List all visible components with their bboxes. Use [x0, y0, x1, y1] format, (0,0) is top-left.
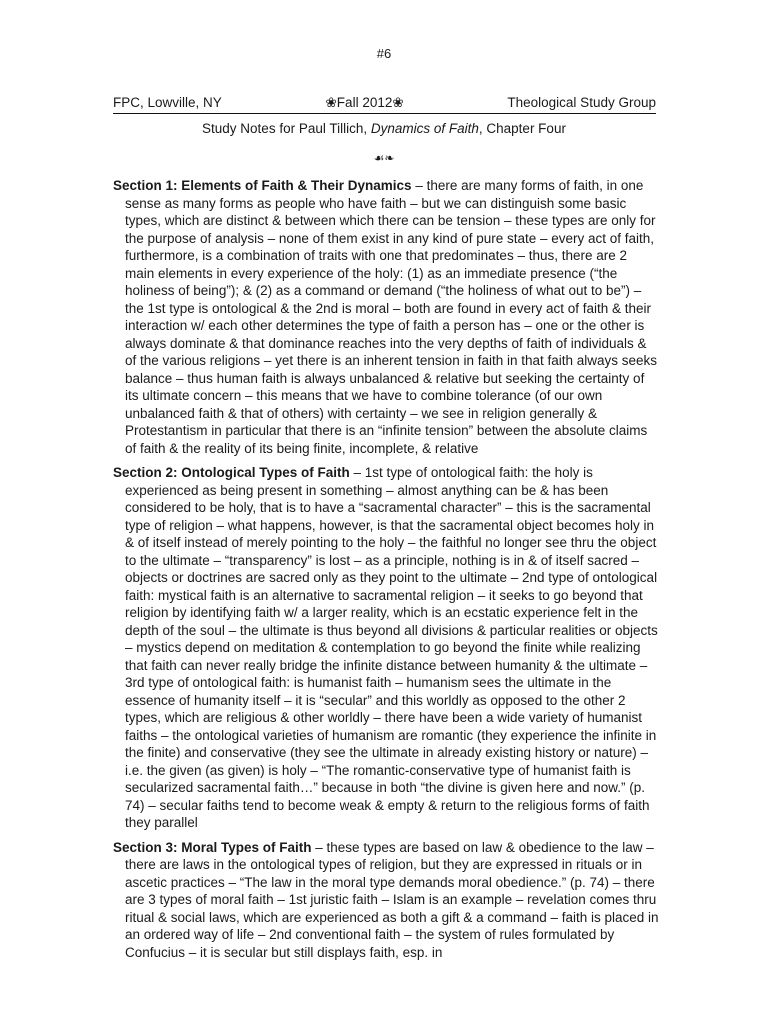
subtitle-book-title: Dynamics of Faith [370, 121, 479, 136]
section-text: – there are many forms of faith, in one sense as many forms as people who have faith – but we can distinguish some basic types, which are distinct & between which there can be tension – these types are only for the purpose of analysis – none of them exist in any kind of pure state – every act of faith, furthermore, is a combination of traits with one that predominates – thus, there are 2 main elements in every experience of the holy: (1) as an immediate presence (“the holiness of being”); & (2) as a command or demand (“the holiness of what out to be”) – the 1st type is ontological & the 2nd is moral – both are found in every act of faith & their interaction w/ each other determines the type of faith a person has – one or the other is always dominate & that dominance reaches into the very depths of faith of individuals & of the various religions – yet there is an inherent tension in faith in that faith always seeks balance – thus human faith is always unbalanced & relative but seeking the certainty of its ultimate concern – this means that we have to combine tolerance (of our own unbalanced faith & that of others) with certainty – we see in religion generally & Protestantism in particular that there is an “infinite tension” between the absolute claims of faith & the reality of its being finite, incomplete, & relative [125, 178, 658, 456]
section-heading: Section 1: Elements of Faith & Their Dynamics [113, 178, 412, 193]
section-heading: Section 2: Ontological Types of Faith [113, 465, 350, 480]
document-body [113, 177, 659, 968]
section-text: – these types are based on law & obedience to the law – there are laws in the ontological types of religion, but they are expressed in rituals or in ascetic practices – “The law in the moral type demands moral obedience.” (p. 74) – there are 3 types of moral faith – 1st juristic faith – Islam is an example – revelation comes thru ritual & social laws, which are experienced as both a gift & a command – faith is placed in an ordered way of life – 2nd conventional faith – the system of rules formulated by Confucius – it is secular but still displays faith, esp. in [125, 839, 659, 960]
section-1 [113, 177, 659, 457]
section-text: – 1st type of ontological faith: the holy is experienced as being present in something – almost anything can be & has been considered to be holy, that is to have a “sacramental character” – this is the sacramental type of religion – what happens, however, is that the sacramental object becomes holy in & of itself instead of merely pointing to the holy – the faithful no longer see thru the object to the ultimate – “transparency” is lost – as a principle, nothing is in & of itself sacred – objects or doctrines are sacred only as they point to the ultimate – 2nd type of ontological faith: mystical faith is an alternative to sacramental religion – it seeks to go beyond that religion by identifying faith w/ a larger reality, which is an ecstatic experience felt in the depth of the soul – the ultimate is thus beyond all divisions & particular realities or objects – mystics depend on meditation & contemplation to go beyond the finite while realizing that faith can never really bridge the infinite distance between humanity & the ultimate – 3rd type of ontological faith: is humanist faith – humanism sees the ultimate in the essence of humanity itself – it is “secular” and this worldly as opposed to the other 2 types, which are religious & other worldly – there have been a wide variety of humanist faiths – the ontological varieties of humanism are romantic (they experience the infinite in the finite) and conservative (they see the ultimate in already existing history or nature) – i.e. the given (as given) is holy – “The romantic-conservative type of humanist faith is secularized sacramental faith…” because in both “the divine is given here and now.” (p. 74) – secular faiths tend to become weak & empty & return to the religious forms of faith they parallel [125, 465, 658, 830]
subtitle-prefix: Study Notes for Paul Tillich, [202, 121, 371, 136]
header-group: Theological Study Group [507, 95, 656, 110]
fleuron-ornament-icon: ☙❧ [373, 151, 395, 165]
subtitle-suffix: , Chapter Four [478, 121, 566, 136]
section-heading: Section 3: Moral Types of Faith [113, 839, 312, 855]
page-number: #6 [376, 46, 392, 61]
header-location: FPC, Lowville, NY [113, 95, 222, 110]
document-subtitle [0, 121, 768, 136]
header-term: ❀Fall 2012❀ [325, 95, 404, 110]
document-header [113, 95, 656, 114]
section-3 [113, 839, 659, 962]
section-2 [113, 464, 659, 832]
